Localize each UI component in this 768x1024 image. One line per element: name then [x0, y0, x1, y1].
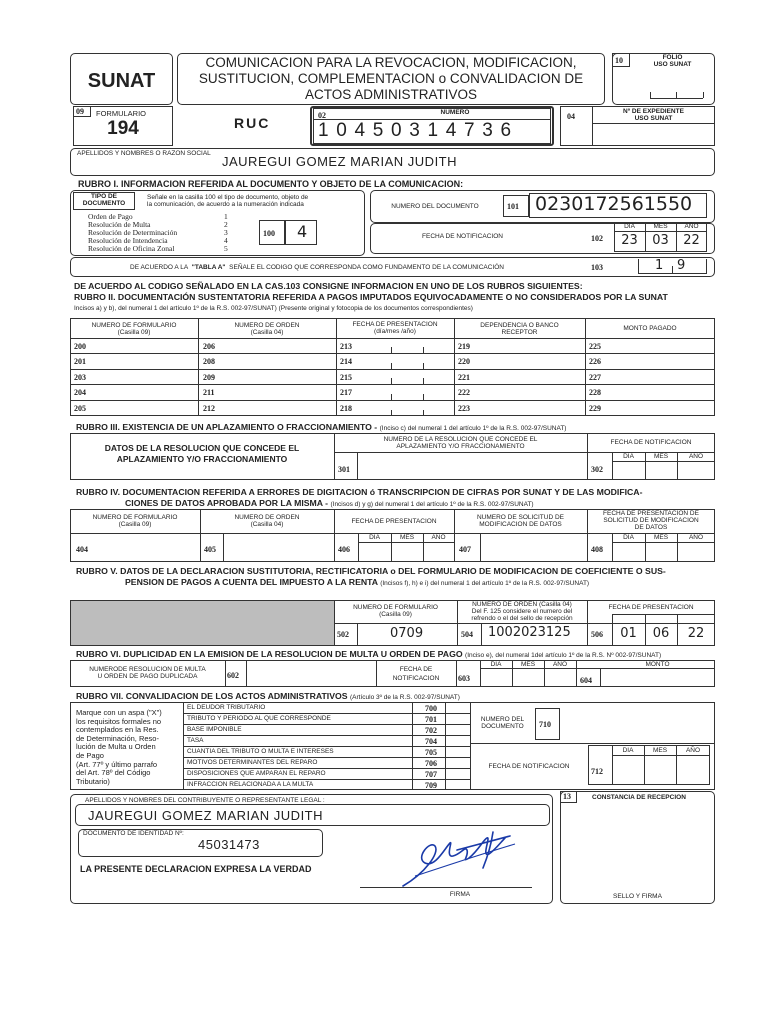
rubro6-title: RUBRO VI. DUPLICIDAD EN LA EMISION DE LA RESOLUCION DE MULTA U ORDEN DE PAGO (Inciso e), del numeral 1del artículo 1º de la R.S. Nº 002-97/SUNAT): [76, 649, 662, 659]
form-title-line2: SUSTITUCION, COMPLEMENTACION o CONVALIDACION DE: [198, 71, 584, 86]
ruc-label: RUC: [234, 115, 271, 131]
rubro7-instructions: Marque con un aspa ("X") los requisitos formales no contemplados en la Res. de Determinación, Reso- lución de Multa u Orden de Pago (Art. 77º y último parrafo del Art. 78º del Código Tributario): [76, 708, 162, 786]
sunat-logo: SUNAT: [87, 70, 156, 92]
formulario-number: 194: [107, 118, 139, 139]
form-title-line1: COMUNICACION PARA LA REVOCACION, MODIFICACION,: [205, 55, 577, 70]
formulario-502[interactable]: 0709: [390, 626, 424, 641]
rubro3-title: RUBRO III. EXISTENCIA DE UN APLAZAMIENTO O FRACCIONAMIENTO - (Inciso c) del numeral 1 del artículo 1º de la R.S. 002-97/SUNAT): [76, 422, 567, 432]
taxpayer-name[interactable]: JAUREGUI GOMEZ MARIAN JUDITH: [222, 154, 458, 169]
rubro5-title: RUBRO V. DATOS DE LA DECLARACION SUSTITUTORIA, RECTIFICATORIA o DEL FORMULARIO DE MODIFICACION DE COEFICIENTE O SUS-: [76, 566, 666, 576]
rubro1-title: RUBRO I. INFORMACION REFERIDA AL DOCUMENTO Y OBJETO DE LA COMUNICACION:: [78, 179, 464, 189]
form-title-line3: ACTOS ADMINISTRATIVOS: [304, 87, 478, 102]
formulario-label: FORMULARIO: [96, 109, 147, 118]
rubro7-title: RUBRO VII. CONVALIDACION DE LOS ACTOS ADMINISTRATIVOS (Artículo 3º de la R.S. 002-97/SUNAT): [76, 691, 460, 701]
orden-504[interactable]: 1002023125: [488, 625, 571, 640]
folio-label: FOLIO: [662, 54, 683, 61]
ruc-number[interactable]: 1 0 4 5 0 3 1 4 7 3 6: [318, 120, 513, 141]
reception-box: [560, 791, 715, 904]
rubro4-title: RUBRO IV. DOCUMENTACION REFERIDA A ERRORES DE DIGITACION ó TRANSCRIPCION DE CIFRAS POR SUNAT Y DE LAS MODIFICA-: [76, 487, 643, 497]
rubro2-title: RUBRO II. DOCUMENTACIÓN SUSTENTATORIA REFERIDA A PAGOS IMPUTADOS EQUIVOCADAMENTE O NO CONSIDERADOS POR LA SUNAT: [74, 292, 668, 302]
folio-uso-sunat: USO SUNAT: [653, 61, 692, 68]
